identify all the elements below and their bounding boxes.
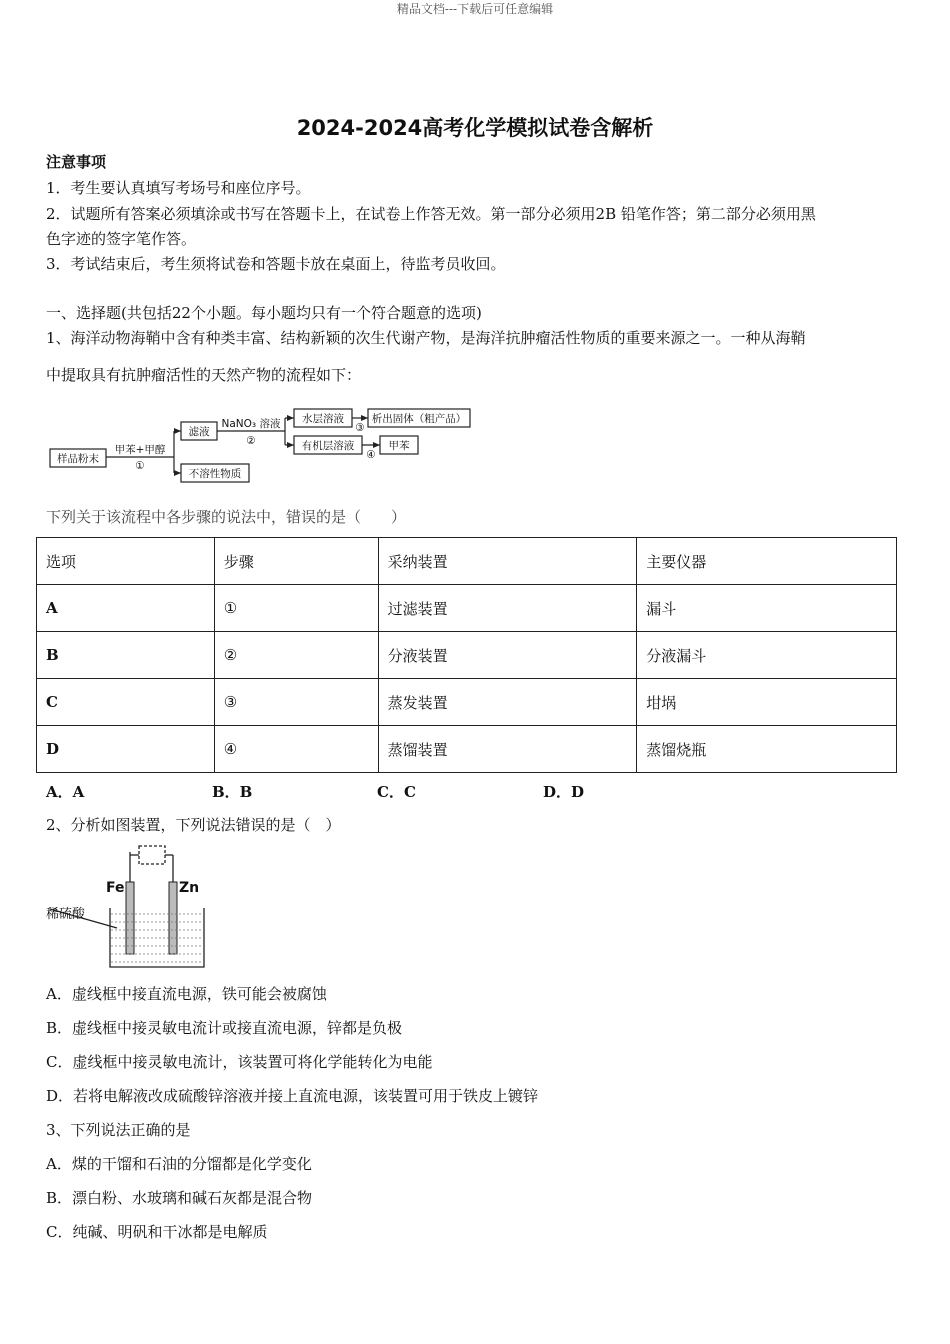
q3-option-a: A．煤的干馏和石油的分馏都是化学变化 xyxy=(46,1155,312,1173)
q1-options-table xyxy=(36,537,897,773)
table-header-cell: 步骤 xyxy=(214,538,378,585)
flow-start-text: 样品粉末 xyxy=(57,453,99,465)
table-header-cell: 采纳装置 xyxy=(378,538,637,585)
q1-stem-line2: 中提取具有抗肿瘤活性的天然产物的流程如下： xyxy=(46,366,362,384)
notice-item-2: 2．试题所有答案必须填涂或书写在答题卡上，在试卷上作答无效。第一部分必须用2B 铅笔作答；第二部分必须用黑 xyxy=(46,205,816,223)
notice-heading: 注意事项 xyxy=(46,153,107,171)
flow-organic-text: 有机层溶液 xyxy=(301,440,355,452)
table-cell: A xyxy=(37,585,215,632)
page-header: 精品文档---下载后可任意编辑 xyxy=(396,2,554,16)
q1-prompt: 下列关于该流程中各步骤的说法中，错误的是（ ） xyxy=(46,508,407,526)
dashed-box xyxy=(139,846,165,864)
flow-step1-text: ① xyxy=(135,460,145,472)
flow-toluene-text: 甲苯 xyxy=(388,440,410,452)
notice-item-3: 3．考试结束后，考生须将试卷和答题卡放在桌面上，待监考员收回。 xyxy=(46,255,506,273)
table-cell: 分液漏斗 xyxy=(637,632,897,679)
q1-flow-diagram xyxy=(40,400,490,490)
table-header-cell: 主要仪器 xyxy=(637,538,897,585)
flow-reagent1-text: 甲苯+甲醇 xyxy=(114,444,166,456)
flow-reagent2-text: NaNO₃ 溶液 xyxy=(221,418,281,430)
table-cell: 分液装置 xyxy=(378,632,637,679)
q1-stem-line1: 1、海洋动物海鞘中含有种类丰富、结构新颖的次生代谢产物，是海洋抗肿瘤活性物质的重要来源之一。一种从海鞘 xyxy=(46,329,806,347)
page-title: 2024-2024高考化学模拟试卷含解析 xyxy=(296,116,654,140)
table-header-row xyxy=(37,538,897,585)
q2-stem: 2、分析如图装置，下列说法错误的是（ ） xyxy=(46,816,341,834)
q1-answer-d: D．D xyxy=(543,783,585,801)
q3-option-c: C．纯碱、明矾和干冰都是电解质 xyxy=(46,1223,268,1241)
table-cell: C xyxy=(37,679,215,726)
fe-label: Fe xyxy=(106,880,125,896)
table-cell: ④ xyxy=(214,726,378,773)
flow-product-text: 析出固体（粗产品） xyxy=(371,413,467,425)
table-row xyxy=(37,726,897,773)
q1-answer-a: A．A xyxy=(46,783,85,801)
q2-option-a: A．虚线框中接直流电源，铁可能会被腐蚀 xyxy=(46,985,327,1003)
table-row xyxy=(37,679,897,726)
notice-item-1: 1．考生要认真填写考场号和座位序号。 xyxy=(46,179,311,197)
q1-answer-b: B．B xyxy=(212,783,253,801)
section-heading: 一、选择题(共包括22个小题。每小题均只有一个符合题意的选项) xyxy=(46,304,482,322)
q3-stem: 3、下列说法正确的是 xyxy=(46,1121,191,1139)
table-cell: D xyxy=(37,726,215,773)
table-cell: 蒸发装置 xyxy=(378,679,637,726)
table-header-cell: 选项 xyxy=(37,538,215,585)
solution-label: 稀硫酸 xyxy=(46,907,86,922)
flow-insoluble-text: 不溶性物质 xyxy=(188,468,242,480)
q2-option-c: C．虚线框中接灵敏电流计，该装置可将化学能转化为电能 xyxy=(46,1053,433,1071)
zn-electrode xyxy=(169,882,177,954)
fe-electrode xyxy=(126,882,134,954)
flow-step3-text: ③ xyxy=(355,422,365,434)
zn-label: Zn xyxy=(179,880,200,896)
table-cell: B xyxy=(37,632,215,679)
table-row xyxy=(37,585,897,632)
flow-filtrate-text: 滤液 xyxy=(188,426,210,438)
notice-item-2-cont: 色字迹的签字笔作答。 xyxy=(46,230,197,248)
table-cell: ② xyxy=(214,632,378,679)
q2-cell-figure xyxy=(44,842,214,970)
table-cell: 蒸馏装置 xyxy=(378,726,637,773)
flow-step2-text: ② xyxy=(246,435,256,447)
q2-option-b: B．虚线框中接灵敏电流计或接直流电源，锌都是负极 xyxy=(46,1019,403,1037)
flow-step4-text: ④ xyxy=(366,449,376,461)
table-cell: 过滤装置 xyxy=(378,585,637,632)
q2-option-d: D．若将电解液改成硫酸锌溶液并接上直流电源，该装置可用于铁皮上镀锌 xyxy=(46,1087,539,1105)
table-cell: 漏斗 xyxy=(637,585,897,632)
table-cell: ③ xyxy=(214,679,378,726)
q3-option-b: B．漂白粉、水玻璃和碱石灰都是混合物 xyxy=(46,1189,313,1207)
table-cell: 蒸馏烧瓶 xyxy=(637,726,897,773)
table-cell: ① xyxy=(214,585,378,632)
table-cell: 坩埚 xyxy=(637,679,897,726)
table-row xyxy=(37,632,897,679)
flow-aqueous-text: 水层溶液 xyxy=(302,413,344,425)
q1-answer-c: C．C xyxy=(377,783,416,801)
